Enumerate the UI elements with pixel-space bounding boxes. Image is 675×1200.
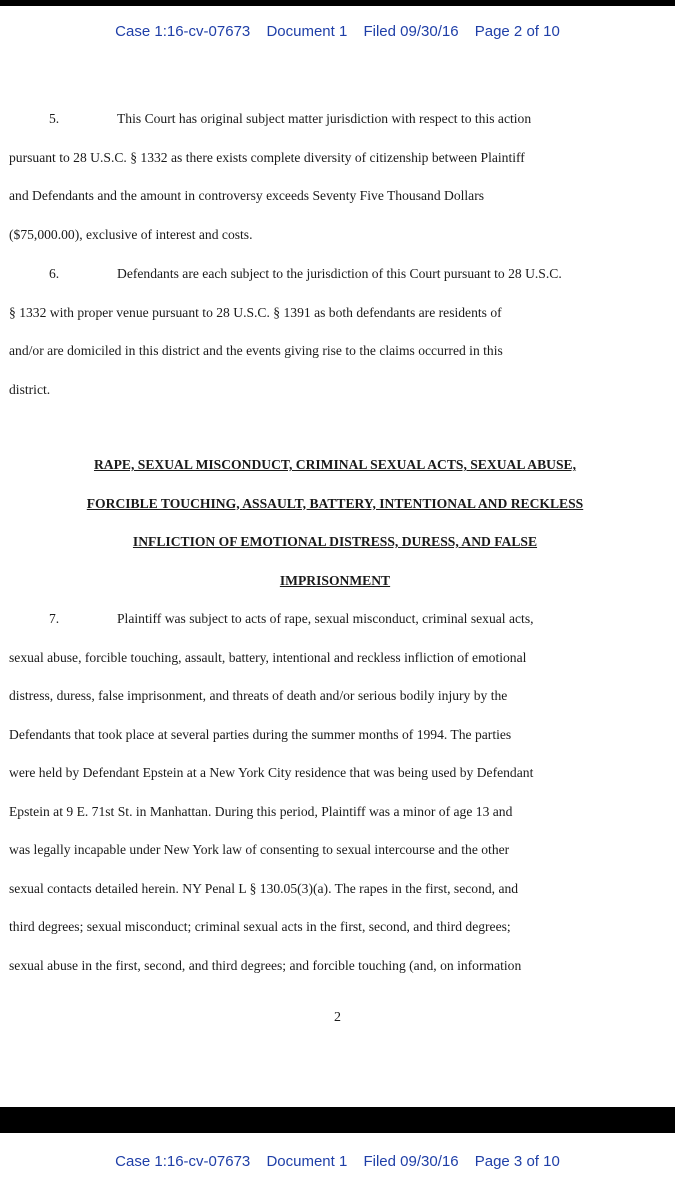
paragraph-number: 6.	[49, 266, 60, 281]
paragraph-line: and/or are domiciled in this district and the events giving rise to the claims occurred in this	[9, 343, 503, 358]
paragraph-line: sexual abuse in the first, second, and third degrees; and forcible touching (and, on information	[9, 957, 522, 973]
paragraph-text: Plaintiff was subject to acts of rape, sexual misconduct, criminal sexual acts,	[117, 611, 534, 626]
paragraph-line: Defendants that took place at several parties during the summer months of 1994. The parties	[9, 726, 512, 742]
paragraph-5	[9, 100, 661, 254]
page-break-bar	[0, 1107, 675, 1133]
paragraph-6	[9, 255, 661, 409]
paragraph-line: district.	[9, 381, 51, 397]
paragraph-number: 7.	[49, 611, 60, 626]
paragraph-line	[9, 255, 661, 294]
paragraph-line: pursuant to 28 U.S.C. § 1332 as there exists complete diversity of citizenship between Plaintiff	[9, 149, 525, 165]
paragraph-text: Defendants are each subject to the jurisdiction of this Court pursuant to 28 U.S.C.	[117, 266, 562, 281]
filed-date: Filed 09/30/16	[363, 23, 459, 40]
page-indicator: Page 3 of 10	[474, 1153, 560, 1170]
ecf-header-page-2	[0, 23, 675, 40]
case-number: Case 1:16-cv-07673	[115, 1153, 251, 1170]
page-indicator: Page 2 of 10	[474, 23, 560, 40]
paragraph-line	[9, 600, 661, 639]
ecf-header-page-3	[0, 1153, 675, 1170]
paragraph-line	[9, 100, 661, 139]
document-number: Document 1	[266, 1153, 348, 1170]
heading-line: INFLICTION OF EMOTIONAL DISTRESS, DURESS, AND FALSE	[132, 534, 538, 549]
paragraph-line: third degrees; sexual misconduct; criminal sexual acts in the first, second, and third degrees;	[9, 919, 511, 934]
paragraph-7	[9, 600, 661, 985]
heading-line: IMPRISONMENT	[279, 572, 391, 588]
heading-line: FORCIBLE TOUCHING, ASSAULT, BATTERY, INTENTIONAL AND RECKLESS	[86, 495, 584, 511]
paragraph-line: sexual abuse, forcible touching, assault, battery, intentional and reckless infliction of emotional	[9, 649, 527, 665]
document-number: Document 1	[266, 23, 348, 40]
paragraph-line: distress, duress, false imprisonment, and threats of death and/or serious bodily injury by the	[9, 688, 508, 703]
paragraph-number: 5.	[49, 111, 60, 126]
top-page-edge-bar	[0, 0, 675, 6]
section-heading	[9, 446, 661, 600]
paragraph-line: and Defendants and the amount in controversy exceeds Seventy Five Thousand Dollars	[9, 188, 485, 203]
paragraph-line: Epstein at 9 E. 71st St. in Manhattan. During this period, Plaintiff was a minor of age 13 and	[9, 803, 513, 819]
case-number: Case 1:16-cv-07673	[115, 23, 251, 40]
paragraph-line: § 1332 with proper venue pursuant to 28 U.S.C. § 1391 as both defendants are residents of	[9, 304, 502, 320]
paragraph-line: ($75,000.00), exclusive of interest and costs.	[9, 226, 253, 242]
paragraph-line: was legally incapable under New York law of consenting to sexual intercourse and the other	[9, 842, 510, 857]
paragraph-line: were held by Defendant Epstein at a New York City residence that was being used by Defendant	[9, 765, 534, 780]
paragraph-line: sexual contacts detailed herein. NY Penal L § 130.05(3)(a). The rapes in the first, second, and	[9, 880, 519, 896]
filed-date: Filed 09/30/16	[363, 1153, 459, 1170]
paragraph-text: This Court has original subject matter jurisdiction with respect to this action	[117, 111, 532, 126]
heading-line: RAPE, SEXUAL MISCONDUCT, CRIMINAL SEXUAL ACTS, SEXUAL ABUSE,	[93, 457, 577, 472]
page-number: 2	[334, 1010, 341, 1025]
